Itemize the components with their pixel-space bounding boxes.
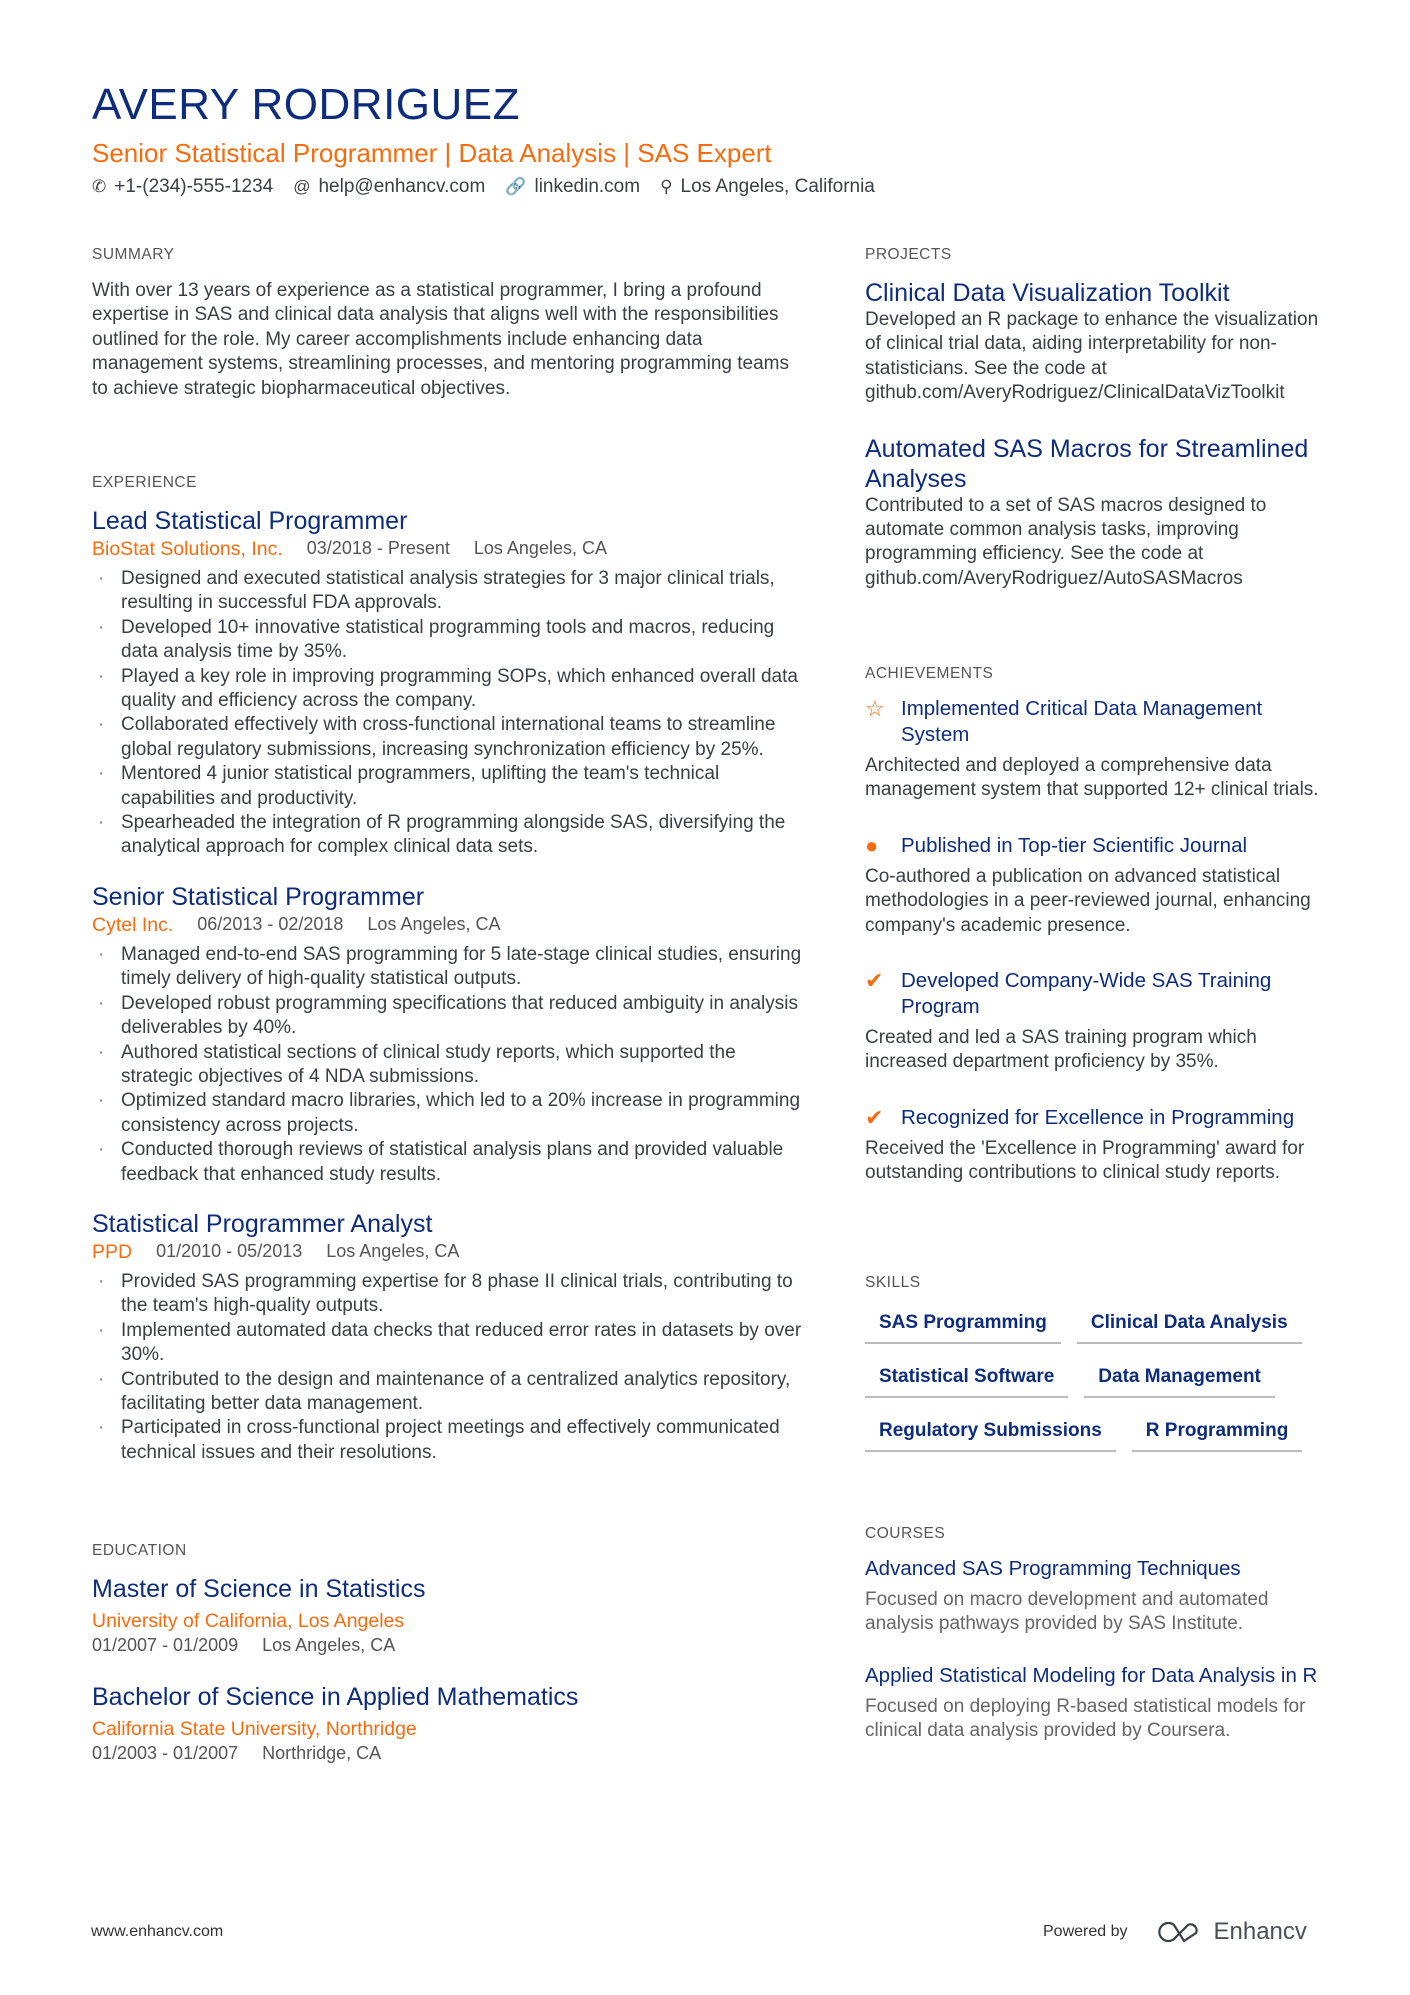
job-bullet: · Participated in cross-functional project meetings and effectively communicated technical issues and their resolutions.	[92, 1416, 802, 1465]
skill-tag: Statistical Software	[865, 1366, 1068, 1398]
skill-tag: R Programming	[1132, 1420, 1303, 1452]
experience-label: EXPERIENCE	[92, 474, 197, 491]
candidate-title: Senior Statistical Programmer | Data Analysis | SAS Expert	[92, 138, 772, 168]
phone-icon: ✆	[92, 177, 107, 196]
contact-location: ⚲ Los Angeles, California	[660, 176, 875, 197]
achievements-label: ACHIEVEMENTS	[865, 665, 994, 682]
contact-phone: ✆ +1-(234)-555-1234	[92, 176, 274, 197]
job-entry	[92, 1209, 802, 1465]
achievement-title: Recognized for Excellence in Programming	[901, 1105, 1295, 1129]
achievement-header	[865, 833, 1335, 859]
education-list	[92, 1574, 802, 1764]
footer-branding	[1043, 1918, 1307, 1946]
achievement-entry	[865, 833, 1335, 938]
job-bullet: · Managed end-to-end SAS programming for 5 late-stage clinical studies, ensuring timely delivery of high-quality statistical outputs.	[92, 943, 802, 992]
achievement-description: Co-authored a publication on advanced statistical methodologies in a peer-reviewed journal, enhancing company's academic presence.	[865, 865, 1311, 936]
check-icon: ✔	[865, 1104, 884, 1130]
job-bullets	[92, 1270, 802, 1465]
achievement-entry	[865, 968, 1335, 1075]
project-description: Contributed to a set of SAS macros designed to automate common analysis tasks, improving programming efficiency. See the code at github.com/AveryRodriguez/AutoSASMacros	[865, 494, 1267, 589]
achievement-header	[865, 1105, 1335, 1131]
link-icon: 🔗	[505, 177, 527, 196]
job-bullet: · Collaborated effectively with cross-functional international teams to streamline global regulatory submissions, increasing synchronization efficiency by 25%.	[92, 713, 802, 762]
job-location: Los Angeles, CA	[367, 913, 501, 934]
education-meta	[92, 1635, 802, 1656]
job-bullet: · Played a key role in improving programming SOPs, which enhanced overall data quality and efficiency across the company.	[92, 665, 802, 714]
job-meta	[92, 538, 802, 561]
degree: Bachelor of Science in Applied Mathematics	[92, 1683, 579, 1711]
summary-text: With over 13 years of experience as a statistical programmer, I bring a profound expertise in SAS and clinical data analysis that aligns well with the responsibilities outlined for the role. My career accomplishments include enhancing data management systems, streamlining processes, and mentoring programming teams to achieve strategic biopharmaceutical objectives.	[92, 280, 789, 399]
project-entry	[865, 278, 1335, 406]
achievement-description: Architected and deployed a comprehensive data management system that supported 12+ clinical trials.	[865, 755, 1319, 801]
education-dates: 01/2003 - 01/2007	[92, 1743, 239, 1763]
job-location: Los Angeles, CA	[473, 538, 607, 558]
contact-email[interactable]: @ help@enhancv.com	[293, 176, 486, 197]
achievement-description: Created and led a SAS training program which increased department proficiency by 35%.	[865, 1027, 1257, 1073]
degree: Master of Science in Statistics	[92, 1575, 426, 1603]
courses-label: COURSES	[865, 1525, 946, 1542]
enhancv-logo: Enhancv	[1154, 1918, 1307, 1946]
achievement-title: Published in Top-tier Scientific Journal	[901, 833, 1248, 857]
skill-tag: Clinical Data Analysis	[1077, 1312, 1302, 1344]
job-entry	[92, 506, 802, 860]
project-entry	[865, 434, 1335, 592]
location-icon: ⚲	[660, 177, 673, 196]
projects-label: PROJECTS	[865, 246, 952, 263]
education-label: EDUCATION	[92, 1542, 187, 1559]
project-title: Clinical Data Visualization Toolkit	[865, 279, 1230, 307]
achievement-title: Implemented Critical Data Management System	[901, 697, 1263, 746]
achievement-title: Developed Company-Wide SAS Training Program	[901, 969, 1272, 1019]
check-icon: ✔	[865, 968, 884, 994]
course-description: Focused on deploying R-based statistical models for clinical data analysis provided by Coursera.	[865, 1695, 1306, 1742]
achievements-list	[865, 696, 1335, 1186]
job-bullet: · Implemented automated data checks that reduced error rates in datasets by over 30%.	[92, 1319, 802, 1368]
job-bullets	[92, 567, 802, 860]
job-title: Senior Statistical Programmer	[92, 882, 425, 911]
job-bullet: · Spearheaded the integration of R programming alongside SAS, diversifying the analytical approach for complex clinical data sets.	[92, 811, 802, 860]
education-location: Los Angeles, CA	[262, 1635, 396, 1655]
footer-website[interactable]: www.enhancv.com	[91, 1923, 224, 1940]
summary-label: SUMMARY	[92, 246, 175, 263]
star-icon: ☆	[865, 696, 885, 721]
job-meta	[92, 914, 802, 937]
skill-tag: SAS Programming	[865, 1312, 1061, 1344]
candidate-name: AVERY RODRIGUEZ	[92, 80, 521, 129]
job-company: PPD	[92, 1240, 133, 1263]
job-bullet: · Developed robust programming specifications that reduced ambiguity in analysis deliverables by 40%.	[92, 992, 802, 1041]
powered-by-text: Powered by	[1043, 1923, 1128, 1940]
job-dates: 06/2013 - 02/2018	[197, 913, 344, 934]
job-bullet: · Designed and executed statistical analysis strategies for 3 major clinical trials, resulting in successful FDA approvals.	[92, 567, 802, 616]
achievement-entry	[865, 696, 1335, 803]
course-title: Applied Statistical Modeling for Data Analysis in R	[865, 1663, 1318, 1687]
skill-tag: Regulatory Submissions	[865, 1420, 1116, 1452]
achievement-description: Received the 'Excellence in Programming' award for outstanding contributions to clinical study reports.	[865, 1137, 1305, 1184]
enhancv-logo-icon	[1154, 1919, 1202, 1945]
education-meta	[92, 1743, 802, 1764]
job-bullet: · Conducted thorough reviews of statistical analysis plans and provided valuable feedback that enhanced study results.	[92, 1138, 802, 1187]
education-entry	[92, 1574, 802, 1656]
experience-list	[92, 506, 802, 1465]
head-icon: ●	[865, 832, 879, 858]
contact-linkedin[interactable]: 🔗 linkedin.com	[505, 176, 641, 197]
achievement-header	[865, 968, 1335, 1020]
at-icon: @	[293, 177, 311, 196]
job-title: Statistical Programmer Analyst	[92, 1209, 433, 1238]
skill-tag: Data Management	[1084, 1366, 1275, 1398]
job-bullet: · Contributed to the design and maintenance of a centralized analytics repository, facilitating better data management.	[92, 1368, 802, 1417]
job-bullet: · Optimized standard macro libraries, which led to a 20% increase in programming consistency across projects.	[92, 1089, 802, 1138]
job-bullet: · Authored statistical sections of clinical study reports, which supported the strategic objectives of 4 NDA submissions.	[92, 1041, 802, 1090]
achievement-header	[865, 696, 1335, 748]
job-bullets	[92, 943, 802, 1187]
course-title: Advanced SAS Programming Techniques	[865, 1557, 1241, 1580]
skills-label: SKILLS	[865, 1274, 921, 1291]
school: California State University, Northridge	[92, 1718, 417, 1740]
achievement-entry	[865, 1105, 1335, 1186]
job-dates: 01/2010 - 05/2013	[156, 1240, 303, 1261]
projects-list	[865, 278, 1335, 591]
contact-info	[92, 176, 875, 198]
courses-list	[865, 1556, 1335, 1744]
job-meta	[92, 1241, 802, 1264]
job-location: Los Angeles, CA	[326, 1240, 460, 1261]
job-dates: 03/2018 - Present	[306, 538, 450, 558]
job-bullet: · Provided SAS programming expertise for 8 phase II clinical trials, contributing to the team's high-quality outputs.	[92, 1270, 802, 1319]
education-entry	[92, 1682, 802, 1764]
project-description: Developed an R package to enhance the visualization of clinical trial data, aiding interpretability for non-statisticians. See the code at github.com/AveryRodriguez/ClinicalDataVizToolkit	[865, 309, 1319, 404]
job-bullet: · Developed 10+ innovative statistical programming tools and macros, reducing data analysis time by 35%.	[92, 616, 802, 665]
education-dates: 01/2007 - 01/2009	[92, 1635, 239, 1655]
job-title: Lead Statistical Programmer	[92, 507, 408, 535]
job-company: BioStat Solutions, Inc.	[92, 538, 283, 560]
job-entry	[92, 882, 802, 1187]
job-bullet: · Mentored 4 junior statistical programmers, uplifting the team's technical capabilities and productivity.	[92, 762, 802, 811]
course-description: Focused on macro development and automated analysis pathways provided by SAS Institute.	[865, 1589, 1269, 1635]
skills-list	[865, 1312, 1335, 1452]
school: University of California, Los Angeles	[92, 1610, 405, 1632]
education-location: Northridge, CA	[262, 1743, 382, 1763]
job-company: Cytel Inc.	[92, 913, 174, 936]
course-entry	[865, 1556, 1335, 1637]
project-title: Automated SAS Macros for Streamlined Analyses	[865, 434, 1309, 493]
course-entry	[865, 1663, 1335, 1744]
